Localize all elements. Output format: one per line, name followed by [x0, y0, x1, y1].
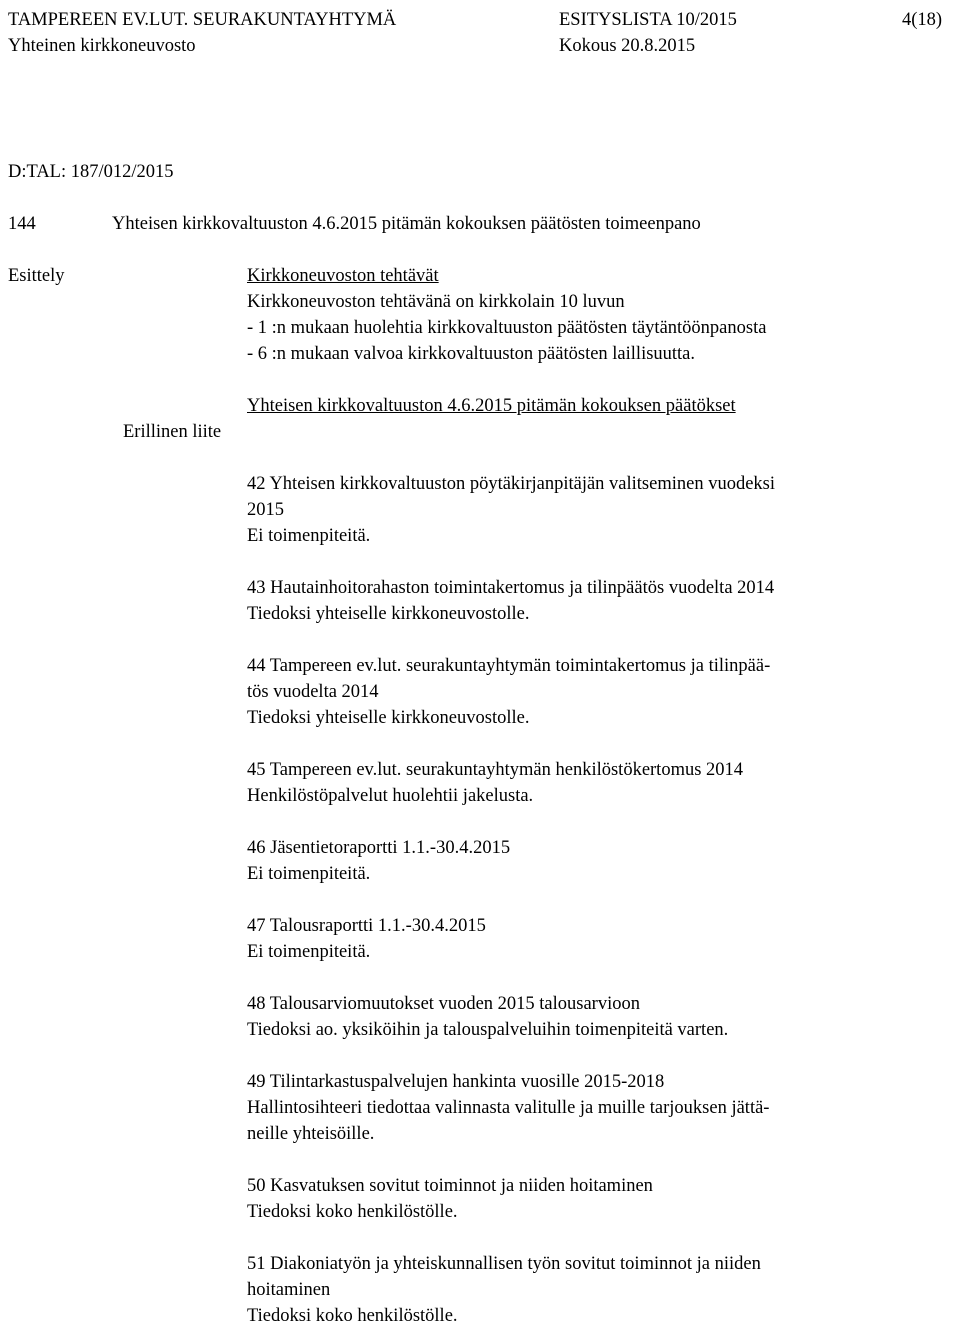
section-content: [247, 263, 937, 1329]
decision-item-text: tös vuodelta 2014: [247, 682, 379, 702]
attachment-label: Erillinen liite: [123, 422, 222, 442]
decision-item-text: Tiedoksi yhteiselle kirkkoneuvostolle.: [247, 604, 530, 624]
tasks-heading: Kirkkoneuvoston tehtävät: [247, 266, 439, 286]
decision-item-text: neille yhteisöille.: [247, 1124, 375, 1144]
header-left: [8, 7, 396, 59]
decision-item: [247, 757, 937, 809]
org-name: TAMPEREEN EV.LUT. SEURAKUNTAYHTYMÄ: [8, 10, 397, 30]
decision-list: [247, 471, 937, 1329]
decision-item-title: 48 Talousarviomuutokset vuoden 2015 talousarvioon: [247, 994, 640, 1014]
decision-item-title: 43 Hautainhoitorahaston toimintakertomus ja tilinpäätös vuodelta 2014: [247, 578, 775, 598]
decision-item-title: 50 Kasvatuksen sovitut toiminnot ja niiden hoitaminen: [247, 1176, 653, 1196]
agenda-label: ESITYSLISTA 10/2015: [559, 10, 737, 30]
decision-item-text: Tiedoksi yhteiselle kirkkoneuvostolle.: [247, 708, 530, 728]
council-name: Yhteinen kirkkoneuvosto: [8, 36, 196, 56]
decision-item-title: 42 Yhteisen kirkkovaltuuston pöytäkirjanpitäjän valitseminen vuodeksi: [247, 474, 776, 494]
decision-item: [247, 835, 937, 887]
header-middle: [559, 7, 737, 59]
document-reference: D:TAL: 187/012/2015: [8, 162, 174, 182]
decision-item-text: Hallintosihteeri tiedottaa valinnasta valitulle ja muille tarjouksen jättä-: [247, 1098, 770, 1118]
decision-item-text: Ei toimenpiteitä.: [247, 942, 371, 962]
decision-item-text: Ei toimenpiteitä.: [247, 864, 371, 884]
decision-item-title: 46 Jäsentietoraportti 1.1.-30.4.2015: [247, 838, 511, 858]
decision-item-text: hoitaminen: [247, 1280, 331, 1300]
esittely-label: Esittely: [8, 266, 65, 286]
tasks-line: Kirkkoneuvoston tehtävänä on kirkkolain 10 luvun: [247, 292, 625, 312]
section-number: 144: [8, 214, 36, 234]
decision-item-text: Ei toimenpiteitä.: [247, 526, 371, 546]
decision-item-title: 47 Talousraportti 1.1.-30.4.2015: [247, 916, 486, 936]
decision-item-title: 45 Tampereen ev.lut. seurakuntayhtymän henkilöstökertomus 2014: [247, 760, 744, 780]
decision-item: [247, 471, 937, 549]
decision-item-text: 2015: [247, 500, 284, 520]
decision-item: [247, 575, 937, 627]
decision-item-title: 49 Tilintarkastuspalvelujen hankinta vuosille 2015-2018: [247, 1072, 665, 1092]
decision-item-text: Tiedoksi ao. yksiköihin ja talouspalveluihin toimenpiteitä varten.: [247, 1020, 729, 1040]
decision-item-text: Henkilöstöpalvelut huolehtii jakelusta.: [247, 786, 534, 806]
decisions-heading: Yhteisen kirkkovaltuuston 4.6.2015 pitämän kokouksen päätökset: [247, 396, 736, 416]
page-number: 4(18): [902, 10, 943, 30]
decision-item: [247, 653, 937, 731]
tasks-line: - 1 :n mukaan huolehtia kirkkovaltuuston päätösten täytäntöönpanosta: [247, 318, 767, 338]
decision-item-title: 51 Diakoniatyön ja yhteiskunnallisen työn sovitut toiminnot ja niiden: [247, 1254, 761, 1274]
decision-item: [247, 913, 937, 965]
decision-item: [247, 991, 937, 1043]
decision-item-text: Tiedoksi koko henkilöstölle.: [247, 1202, 458, 1222]
decision-item-title: 44 Tampereen ev.lut. seurakuntayhtymän toimintakertomus ja tilinpää-: [247, 656, 771, 676]
decision-item-text: Tiedoksi koko henkilöstölle.: [247, 1306, 458, 1326]
meeting-date: Kokous 20.8.2015: [559, 36, 696, 56]
decision-item: [247, 1251, 937, 1329]
decision-item: [247, 1173, 937, 1225]
section-title-line: [8, 211, 701, 237]
section-title: Yhteisen kirkkovaltuuston 4.6.2015 pitämän kokouksen päätösten toimeenpano: [112, 214, 701, 234]
tasks-line: - 6 :n mukaan valvoa kirkkovaltuuston päätösten laillisuutta.: [247, 344, 696, 364]
decision-item: [247, 1069, 937, 1147]
